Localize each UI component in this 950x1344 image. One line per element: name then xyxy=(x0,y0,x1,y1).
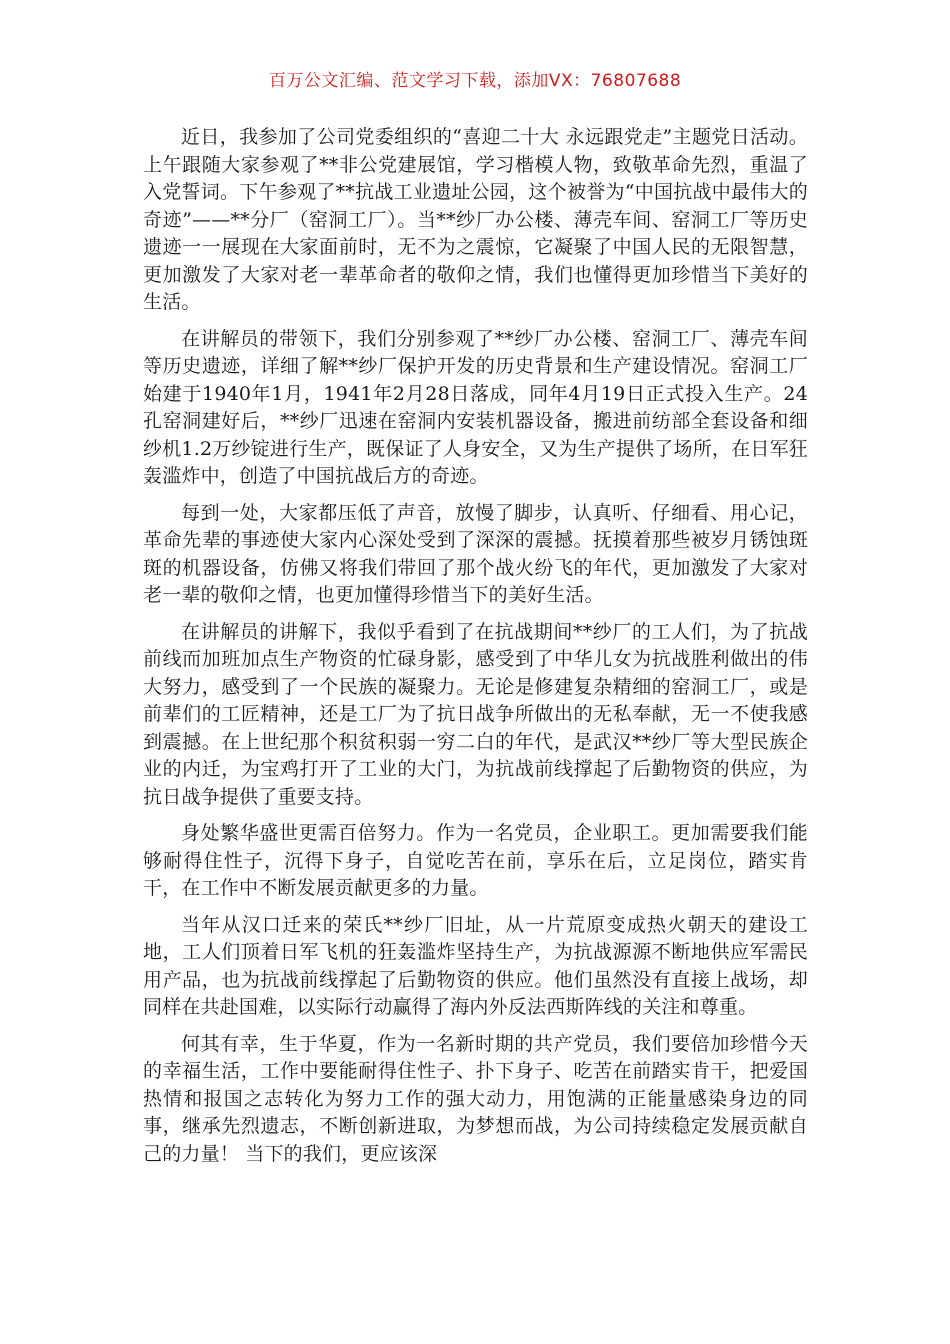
paragraph-2: 在讲解员的带领下，我们分别参观了**纱厂办公楼、窑洞工厂、薄壳车间等历史遗迹，详细了解**纱厂保护开发的历史背景和生产建设情况。窑洞工厂始建于1940年1月，1941年2月28日落成，同年4月19日正式投入生产。24孔窑洞建好后，**纱厂迅速在窑洞内安装机器设备，搬进前纺部全套设备和细纱机1.2万纱锭进行生产，既保证了人身安全，又为生产提供了场所，在日军狂轰滥炸中，创造了中国抗战后方的奇迹。 xyxy=(143,327,808,487)
header-watermark-text: 百万公文汇编、范文学习下载，添加VX：76807688 xyxy=(268,71,682,91)
paragraph-5: 身处繁华盛世更需百倍努力。作为一名党员，企业职工。更加需要我们能够耐得住性子，沉得下身子，自觉吃苦在前，享乐在后，立足岗位，踏实肯干，在工作中不断发展贡献更多的力量。 xyxy=(143,822,808,899)
paragraph-3: 每到一处，大家都压低了声音，放慢了脚步，认真听、仔细看、用心记，革命先辈的事迹使大家内心深处受到了深深的震撼。抚摸着那些被岁月锈蚀斑斑的机器设备，仿佛又将我们带回了那个战火纷飞的年代，更加激发了大家对老一辈的敬仰之情，也更加懂得珍惜当下的美好生活。 xyxy=(143,501,808,606)
paragraph-6: 当年从汉口迁来的荣氏**纱厂旧址，从一片荒原变成热火朝天的建设工地，工人们顶着日军飞机的狂轰滥炸坚持生产，为抗战源源不断地供应军需民用产品，也为抗战前线撑起了后勤物资的供应。他们虽然没有直接上战场，却同样在共赴国难，以实际行动赢得了海内外反法西斯阵线的关注和尊重。 xyxy=(143,913,808,1018)
paragraph-7: 何其有幸，生于华夏，作为一名新时期的共产党员，我们要倍加珍惜今天的幸福生活，工作中要能耐得住性子、扑下身子、吃苦在前踏实肯干，把爱国热情和报国之志转化为努力工作的强大动力，用饱满的正能量感染身边的同事，继承先烈遗志，不断创新进取，为梦想而战，为公司持续稳定发展贡献自己的力量！ 当下的我们，更应该深 xyxy=(143,1032,808,1165)
document-body xyxy=(143,124,808,1177)
paragraph-4: 在讲解员的讲解下，我似乎看到了在抗战期间**纱厂的工人们，为了抗战前线而加班加点生产物资的忙碌身影，感受到了中华儿女为抗战胜利做出的伟大努力，感受到了一个民族的凝聚力。无论是修建复杂精细的窑洞工厂，或是前辈们的工匠精神，还是工厂为了抗日战争所做出的无私奉献，无一不使我感到震撼。在上世纪那个积贫积弱一穷二白的年代，是武汉**纱厂等大型民族企业的内迁，为宝鸡打开了工业的大门，为抗战前线撑起了后勤物资的供应，为抗日战争提供了重要支持。 xyxy=(143,620,808,808)
paragraph-1: 近日，我参加了公司党委组织的“喜迎二十大 永远跟党走”主题党日活动。上午跟随大家参观了**非公党建展馆，学习楷模人物，致敬革命先烈，重温了入党誓词。下午参观了**抗战工业遗址公园，这个被誉为“中国抗战中最伟大的奇迹”——**分厂（窑洞工厂）。当**纱厂办公楼、薄壳车间、窑洞工厂等历史遗迹一一展现在大家面前时，无不为之震惊，它凝聚了中国人民的无限智慧，更加激发了大家对老一辈革命者的敬仰之情，我们也懂得更加珍惜当下美好的生活。 xyxy=(143,126,808,313)
